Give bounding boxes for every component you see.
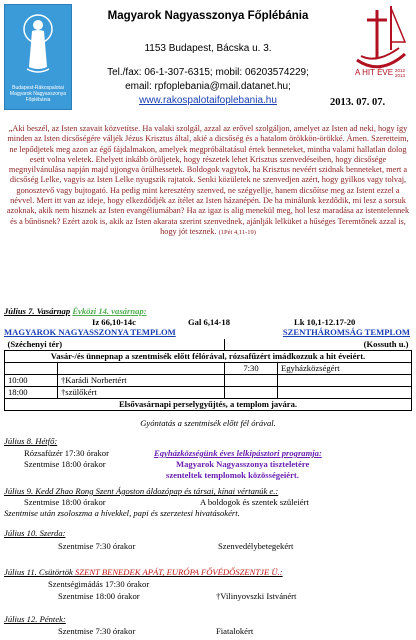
scripture-quote xyxy=(4,124,412,238)
parish-title: Magyarok Nagyasszonya Főplébánia xyxy=(107,10,309,22)
time-right: 7:30 xyxy=(225,363,278,375)
church-left-name: MAGYAROK NAGYASSZONYA TEMPLOM xyxy=(4,327,176,337)
sunday-heading xyxy=(4,306,412,317)
time-left xyxy=(5,363,58,375)
intent-left xyxy=(58,363,225,375)
confession-note: Gyóntatás a szentmisék előtt fél órával. xyxy=(140,418,276,428)
intent-right xyxy=(278,387,412,399)
church-left-sub: (Széchenyi tér) xyxy=(5,339,225,351)
day-heading-tuesday: Július 9. Kedd Zhao Rong Szent Ágoston áldozópap és társai, kínai vértanúk e.: xyxy=(4,486,279,496)
contact-email: email: rpfoplebania@mail.datanet.hu; xyxy=(125,81,291,92)
year-of-faith-years: 2012 2013 xyxy=(395,68,406,78)
reading-3: Lk 10,1-12.17-20 xyxy=(294,317,356,327)
contact-phone: Tel./fax: 06-1-307-6315; mobil: 06203574229; xyxy=(107,67,309,78)
time-right xyxy=(225,387,278,399)
sunday-date: Július 7. Vasárnap xyxy=(4,306,71,316)
bulletin-date: 2013. 07. 07. xyxy=(330,97,386,108)
intent-left: †szülőkért xyxy=(58,387,225,399)
tuesday-note: Szentmise után zsoloszma a hívekkel, papi és szerzetesi hivatásokért. xyxy=(4,508,240,518)
quote-reference: (1Pét 4,11-19) xyxy=(218,228,256,236)
quote-text: „Aki beszél, az Isten szavait közvetítse. Ha valaki szolgál, azzal az erővel szolgáljon, amelyet az Isten ad neki, hogy így minden az Isten dicsőségére váljék Jézus Krisztus által, akié a dicsőség és a hatalom örökkön-örökké. Ámen. Szeretteim, ne lepődjetek meg azon az égő fájdalmakon, amelyek megpróbáltatásul értek benneteket, mintha valami hallatlan dolog esett volna veletek. Ehelyett inkább örüljetek, hogy részetek lehet Krisztus szenvedéseiben, hogy dicsősége megnyilvánulása napján majd ujjongva örülhessetek. Boldogok vagytok, ha Krisztus nevéért szidnak benneteket, mert a dicsőség Lelke, vagyis az Isten Lelke nyugszik rajtatok. Senki közületek ne szenvedjen azért, hogy gyilkos vagy tolvaj, gonosztevő vagy bujtogató. Ha pedig mint keresztény szenved, ne szégyellje, hanem dicsőítse meg az Istent ezzel a névvel. Mert itt van az ideje, hogy elkezdődjék az ítélet az Isten házanépén. De ha minálunk kezdődik, mi lesz a sorsuk azoknak, akik nem hisznek az Isten evangéliumában? Ha az igaz is alig menekül meg, hol lesz maradása az istentelennek és a bűnösnek? Ezért azok is, akik az Isten akarata szerint szenvednek, ajánlják lelküket a hűséges Teremtőnek azzal is, hogy jót tesznek. xyxy=(6,124,410,236)
table-row xyxy=(5,363,412,375)
church-right-sub: (Kossuth u.) xyxy=(225,339,412,351)
year-of-faith-logo xyxy=(347,2,413,86)
time-left: 18:00 xyxy=(5,387,58,399)
year-of-faith-text: A HIT ÉVE xyxy=(355,68,394,77)
time-right xyxy=(225,375,278,387)
church-right-name: SZENTHÁROMSÁG TEMPLOM xyxy=(282,327,410,337)
day-heading-friday: Július 12. Péntek: xyxy=(4,614,66,624)
address: 1153 Budapest, Bácska u. 3. xyxy=(144,43,272,54)
day-heading-thursday: Július 11. Csütörtök SZENT BENEDEK APÁT, EURÓPA FŐVÉDŐSZENTJE Ü.: xyxy=(4,567,283,577)
logo-caption: Budapest-Rákospalotai Magyarok Nagyasszonya Főplébánia xyxy=(9,85,67,103)
website-link[interactable]: www.rakospalotaifoplebania.hu xyxy=(139,95,277,106)
intent-right xyxy=(278,375,412,387)
reading-1: Iz 66,10-14c xyxy=(92,317,136,327)
collection-notice: Elsővasárnapi perselygyűjtés, a templom javára. xyxy=(5,399,412,411)
parish-logo xyxy=(4,4,72,110)
intent-right: Egyházközségért xyxy=(278,363,412,375)
rosary-notice: Vasár-/és ünnepnap a szentmisék előtt félórával, rózsafűzért imádkozzuk a hit éveiért. xyxy=(5,351,412,363)
day-heading-monday: Július 8. Hétfő: xyxy=(4,436,58,446)
table-row xyxy=(5,375,412,387)
reading-2: Gal 6,14-18 xyxy=(188,317,231,327)
time-left: 10:00 xyxy=(5,375,58,387)
table-row xyxy=(5,387,412,399)
sunday-mass-table xyxy=(4,339,412,411)
sunday-liturgy: Évközi 14. vasárnap: xyxy=(72,306,147,316)
day-heading-wednesday: Július 10. Szerda: xyxy=(4,528,66,538)
intent-left: †Karádi Norbertért xyxy=(58,375,225,387)
church-headers xyxy=(4,327,412,338)
